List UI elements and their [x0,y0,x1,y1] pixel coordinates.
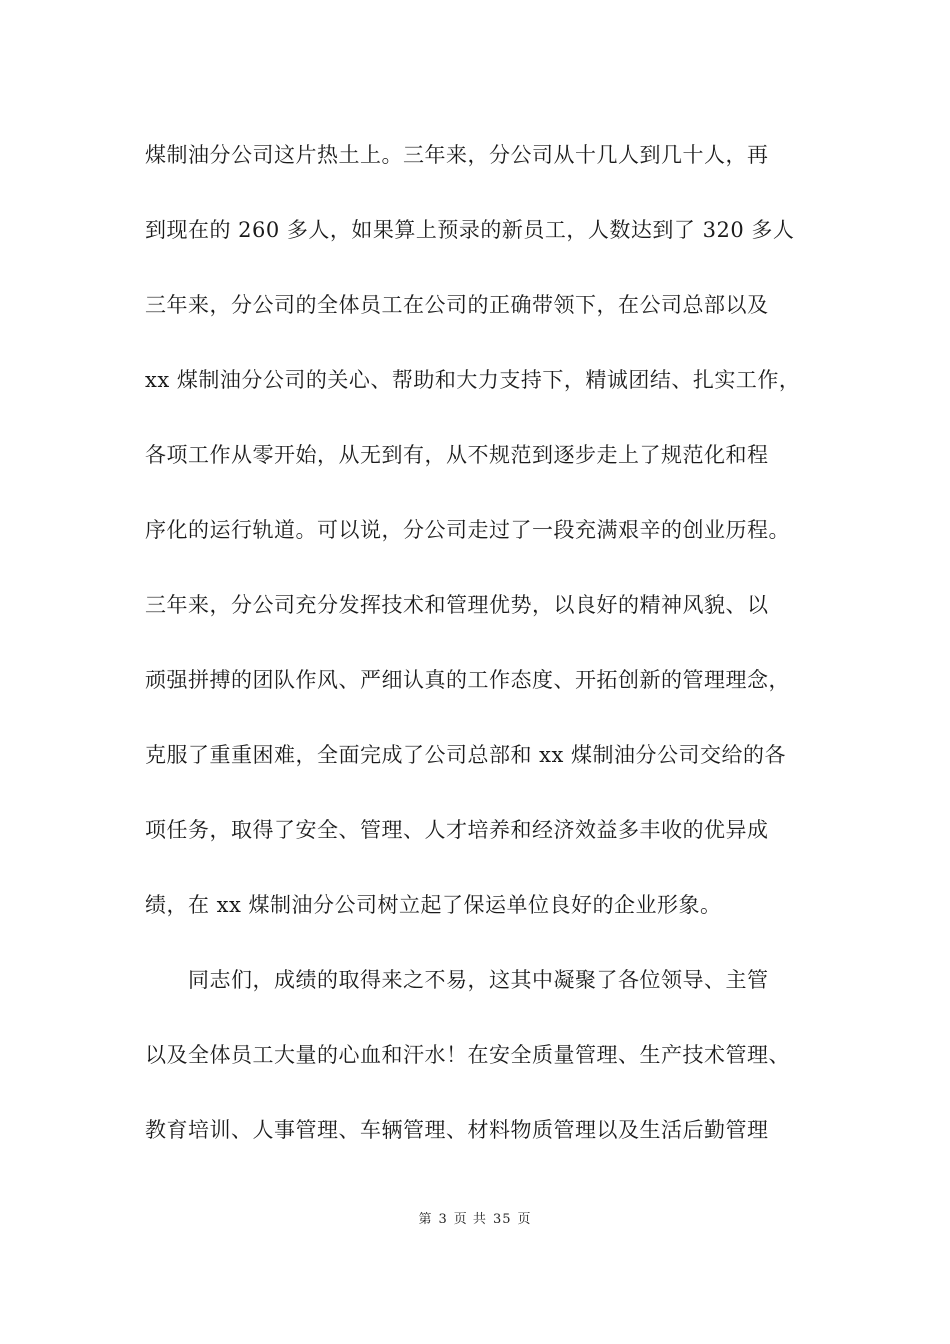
footer-middle: 页 共 [453,1212,487,1227]
page-footer [0,1208,950,1227]
text-line-11: 绩，在 xx 煤制油分公司树立起了保运单位良好的企业形象。 [145,893,722,917]
footer-prefix: 第 [418,1212,433,1227]
text-line-8: 顽强拼搏的团队作风、严细认真的工作态度、开拓创新的管理理念， [145,668,790,692]
text-line-9: 克服了重重困难，全面完成了公司总部和 xx 煤制油分公司交给的各 [145,743,787,767]
text-line-5: 各项工作从零开始，从无到有，从不规范到逐步走上了规范化和程 [145,443,769,467]
body-text [145,135,825,1185]
text-line-10: 项任务，取得了安全、管理、人才培养和经济效益多丰收的优异成 [145,818,769,842]
text-line-7: 三年来，分公司充分发挥技术和管理优势，以良好的精神风貌、以 [145,593,769,617]
text-line-3: 三年来，分公司的全体员工在公司的正确带领下，在公司总部以及 [145,293,769,317]
text-line-12: 同志们，成绩的取得来之不易，这其中凝聚了各位领导、主管 [145,968,769,992]
text-line-4: xx 煤制油分公司的关心、帮助和大力支持下，精诚团结、扎实工作， [145,368,801,392]
footer-total-pages: 35 [492,1212,512,1227]
text-line-2: 到现在的 260 多人，如果算上预录的新员工，人数达到了 320 多人 [145,218,795,242]
text-line-1: 煤制油分公司这片热土上。三年来，分公司从十几人到几十人，再 [145,143,769,167]
text-line-13: 以及全体员工大量的心血和汗水！在安全质量管理、生产技术管理、 [145,1043,790,1067]
text-line-14: 教育培训、人事管理、车辆管理、材料物质管理以及生活后勤管理 [145,1118,769,1142]
text-line-6: 序化的运行轨道。可以说，分公司走过了一段充满艰辛的创业历程。 [145,518,790,542]
footer-suffix: 页 [517,1212,532,1227]
footer-current-page: 3 [438,1212,448,1227]
